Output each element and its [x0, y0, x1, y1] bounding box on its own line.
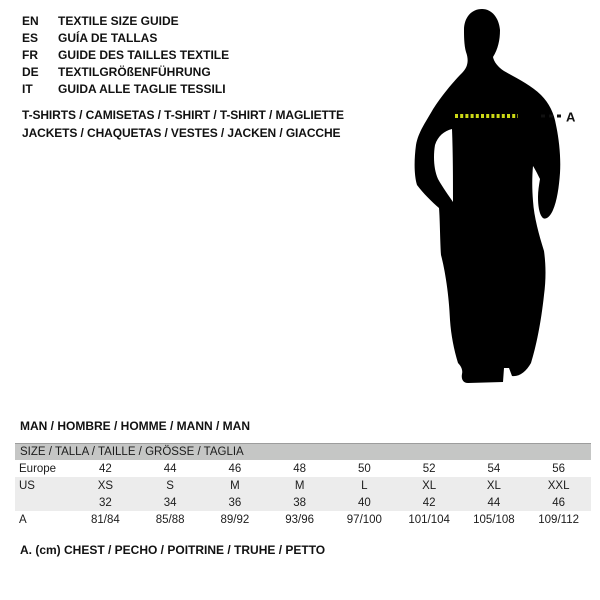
table-row-europe	[15, 460, 591, 477]
cell-num-6: 44	[487, 496, 501, 509]
language-code-es: ES	[22, 31, 39, 45]
table-row-us	[15, 477, 591, 494]
language-row-fr	[22, 47, 229, 64]
language-code-it: IT	[22, 82, 33, 96]
cell-num-7: 46	[552, 496, 566, 509]
cell-chest-2: 89/92	[220, 513, 250, 526]
cell-num-4: 40	[357, 496, 371, 509]
category-tshirts: T-SHIRTS / CAMISETAS / T-SHIRT / T-SHIRT / MAGLIETTE	[22, 108, 344, 122]
cell-europe-1: 44	[163, 462, 177, 475]
cell-us-3: M	[294, 479, 305, 492]
cell-europe-0: 42	[98, 462, 112, 475]
row-label-europe: Europe	[19, 462, 57, 475]
man-silhouette-shape	[415, 9, 561, 383]
cell-num-5: 42	[422, 496, 436, 509]
row-label-numeric	[15, 494, 73, 511]
language-row-de	[22, 64, 229, 81]
cell-chest-7: 109/112	[538, 513, 579, 526]
language-code-de: DE	[22, 65, 39, 79]
language-title-en: TEXTILE SIZE GUIDE	[58, 14, 179, 28]
cell-europe-6: 54	[487, 462, 501, 475]
cell-chest-5: 101/104	[408, 513, 450, 526]
cell-us-2: M	[230, 479, 240, 492]
measurement-footnote: A. (cm) CHEST / PECHO / POITRINE / TRUHE / PETTO	[20, 543, 326, 557]
language-row-it	[22, 81, 229, 98]
language-code-en: EN	[22, 14, 39, 28]
size-table	[15, 443, 591, 528]
cell-chest-1: 85/88	[155, 513, 185, 526]
man-silhouette	[405, 5, 585, 405]
table-row-numeric	[15, 494, 591, 511]
cell-us-4: L	[361, 479, 368, 492]
cell-europe-7: 56	[552, 462, 566, 475]
cell-num-1: 34	[163, 496, 177, 509]
measure-label-a: A	[566, 109, 576, 125]
cell-europe-2: 46	[228, 462, 242, 475]
size-table-grid	[15, 460, 591, 528]
cell-num-3: 38	[293, 496, 307, 509]
size-table-header: SIZE / TALLA / TAILLE / GRÖSSE / TAGLIA	[15, 443, 591, 460]
language-row-es	[22, 30, 229, 47]
language-code-fr: FR	[22, 48, 38, 62]
garment-categories	[22, 106, 344, 142]
cell-europe-3: 48	[293, 462, 307, 475]
language-title-it: GUIDA ALLE TAGLIE TESSILI	[58, 82, 226, 96]
category-jackets: JACKETS / CHAQUETAS / VESTES / JACKEN / GIACCHE	[22, 126, 341, 140]
row-label-us: US	[19, 479, 35, 492]
cell-chest-4: 97/100	[346, 513, 382, 526]
language-row-en	[22, 13, 229, 30]
cell-europe-4: 50	[357, 462, 371, 475]
language-title-fr: GUIDE DES TAILLES TEXTILE	[58, 48, 230, 62]
row-label-chest: A	[19, 513, 27, 526]
cell-chest-6: 105/108	[473, 513, 515, 526]
cell-us-0: XS	[97, 479, 114, 492]
language-title-es: GUÍA DE TALLAS	[58, 31, 158, 45]
cell-num-0: 32	[98, 496, 112, 509]
cell-num-2: 36	[228, 496, 242, 509]
cell-us-6: XL	[486, 479, 501, 492]
language-title-list	[22, 13, 229, 98]
cell-us-1: S	[166, 479, 174, 492]
section-title-man: MAN / HOMBRE / HOMME / MANN / MAN	[20, 419, 250, 433]
language-title-de: TEXTILGRÖßENFÜHRUNG	[58, 65, 211, 79]
cell-chest-0: 81/84	[90, 513, 120, 526]
cell-us-7: XXL	[547, 479, 570, 492]
cell-us-5: XL	[422, 479, 437, 492]
table-row-chest	[15, 511, 591, 528]
cell-europe-5: 52	[422, 462, 436, 475]
cell-chest-3: 93/96	[285, 513, 315, 526]
